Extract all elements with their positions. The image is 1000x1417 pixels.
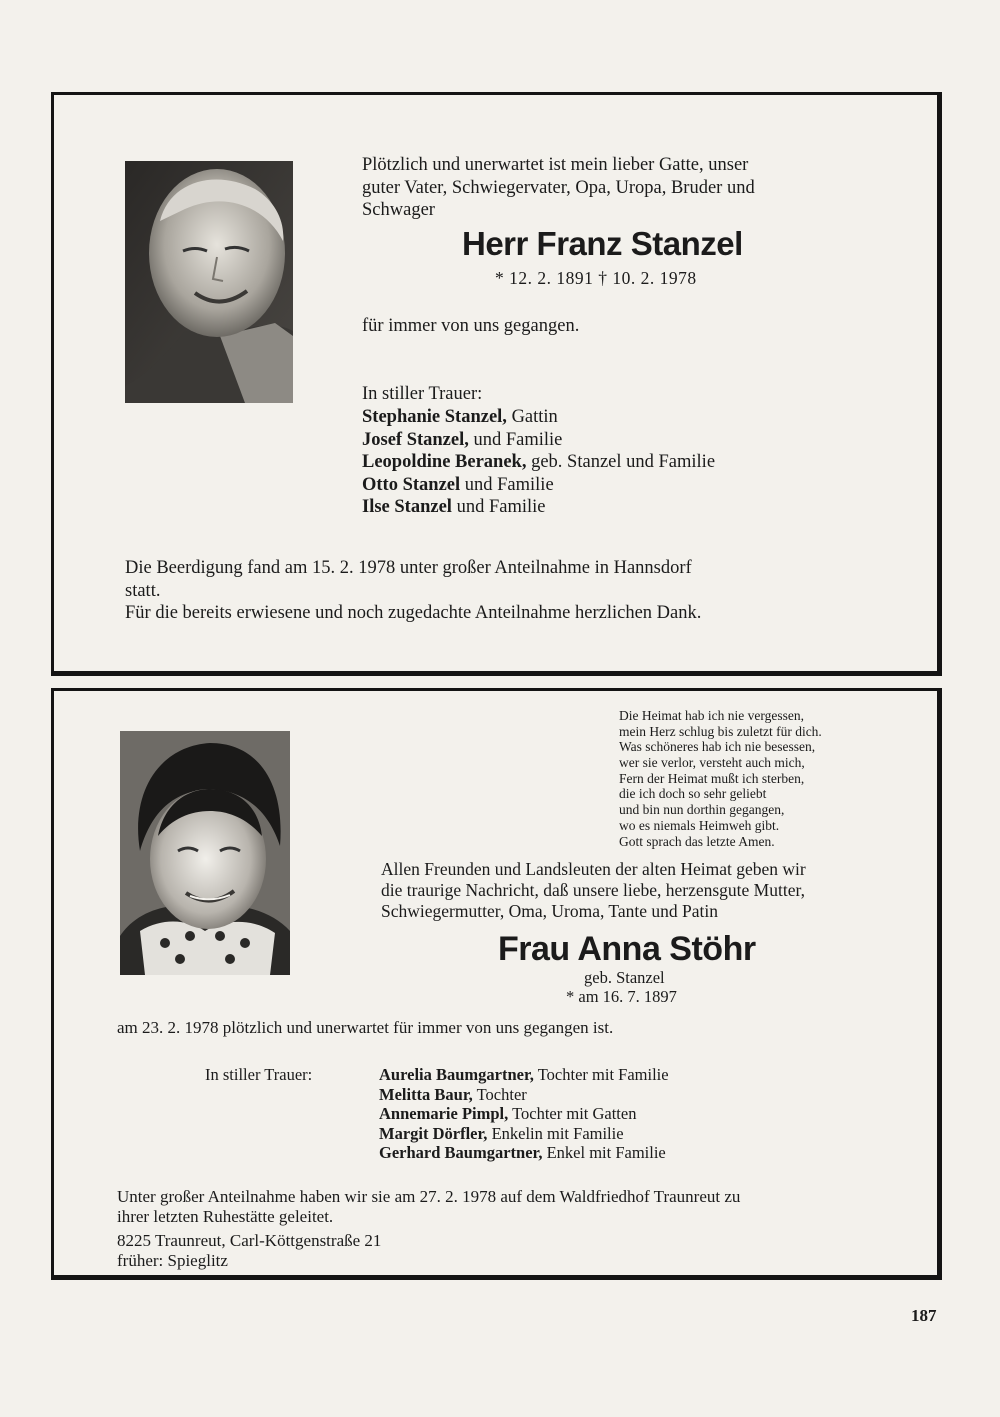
notice-1-passing-text: für immer von uns gegangen. bbox=[362, 316, 580, 336]
poem-line: und bin nun dorthin gegangen, bbox=[619, 802, 785, 818]
mourner-name: Gerhard Baumgartner, bbox=[379, 1143, 543, 1162]
mourner-name: Melitta Baur, bbox=[379, 1084, 473, 1104]
mourner-relation: Tochter bbox=[472, 1084, 527, 1104]
notice-1-intro-line: guter Vater, Schwiegervater, Opa, Uropa, Bruder und bbox=[362, 177, 755, 198]
mourner-relation: Tochter mit Familie bbox=[533, 1065, 669, 1084]
memorial-poem bbox=[619, 708, 822, 849]
notice-2-intro-line: Schwiegermutter, Oma, Uroma, Tante und Patin bbox=[381, 901, 718, 921]
poem-line: Was schöneres hab ich nie besessen, bbox=[619, 739, 816, 755]
notice-2-mourners-list bbox=[379, 1065, 669, 1163]
mourner-name: Annemarie Pimpl, bbox=[379, 1104, 509, 1123]
birth-date-anna-stoehr: * am 16. 7. 1897 bbox=[566, 987, 677, 1006]
mourner-entry bbox=[362, 406, 715, 429]
notice-1-funeral-line: Für die bereits erwiesene und noch zugedachte Anteilnahme herzlichen Dank. bbox=[125, 603, 702, 623]
notice-2-passing-text: am 23. 2. 1978 plötzlich und unerwartet für immer von uns gegangen ist. bbox=[117, 1018, 614, 1037]
mourner-relation: und Familie bbox=[460, 474, 554, 495]
portrait-photo-anna-stoehr bbox=[120, 731, 290, 975]
poem-line: wo es niemals Heimweh gibt. bbox=[619, 817, 780, 833]
poem-line: Die Heimat hab ich nie vergessen, bbox=[619, 708, 804, 723]
poem-line: wer sie verlor, versteht auch mich, bbox=[619, 755, 805, 771]
poem-line: die ich doch so sehr geliebt bbox=[619, 786, 767, 802]
mourner-relation: geb. Stanzel und Familie bbox=[526, 452, 716, 472]
mourner-name: Stephanie Stanzel, bbox=[362, 407, 507, 427]
page-number: 187 bbox=[911, 1306, 937, 1325]
address-line: 8225 Traunreut, Carl-Köttgenstraße 21 bbox=[117, 1231, 382, 1250]
mourner-relation: Enkel mit Familie bbox=[542, 1143, 666, 1162]
notice-1-mourning-label: In stiller Trauer: bbox=[362, 384, 483, 404]
mourner-entry bbox=[362, 451, 715, 474]
mourner-name: Ilse Stanzel bbox=[362, 497, 452, 517]
notice-1-funeral-text bbox=[125, 557, 701, 625]
poem-line: mein Herz schlug bis zuletzt für dich. bbox=[619, 723, 822, 739]
notice-2-address bbox=[117, 1231, 381, 1271]
mourner-entry bbox=[362, 474, 715, 497]
obituary-notice-anna-stoehr bbox=[51, 688, 942, 1280]
notice-2-intro-line: Allen Freunden und Landsleuten der alten Heimat geben wir bbox=[381, 859, 806, 879]
notice-1-mourners-list bbox=[362, 406, 715, 519]
notice-2-intro-line: die traurige Nachricht, daß unsere liebe, herzensgute Mutter, bbox=[381, 880, 805, 900]
notice-1-intro-line: Schwager bbox=[362, 200, 435, 220]
obituary-notice-franz-stanzel bbox=[51, 92, 942, 676]
notice-1-intro-line: Plötzlich und unerwartet ist mein lieber Gatte, unser bbox=[362, 155, 749, 175]
notice-2-intro bbox=[381, 859, 806, 922]
notice-1-intro bbox=[362, 154, 755, 222]
maiden-name: geb. Stanzel bbox=[584, 968, 665, 987]
notice-1-funeral-line: Die Beerdigung fand am 15. 2. 1978 unter großer Anteilnahme in Hannsdorf bbox=[125, 558, 692, 578]
mourner-relation: Enkelin mit Familie bbox=[487, 1123, 624, 1143]
mourner-relation: Tochter mit Gatten bbox=[508, 1104, 637, 1123]
mourner-entry bbox=[379, 1065, 669, 1085]
deceased-name-anna-stoehr: Frau Anna Stöhr bbox=[498, 930, 756, 968]
notice-1-funeral-line: statt. bbox=[125, 580, 161, 601]
mourner-relation: Gattin bbox=[506, 407, 558, 427]
notice-2-funeral-text bbox=[117, 1187, 740, 1227]
mourner-relation: und Familie bbox=[451, 497, 546, 517]
mourner-name: Margit Dörfler, bbox=[379, 1123, 488, 1143]
mourner-name: Aurelia Baumgartner, bbox=[379, 1065, 534, 1084]
notice-2-funeral-line: Unter großer Anteilnahme haben wir sie am 27. 2. 1978 auf dem Waldfriedhof Traunreut zu bbox=[117, 1187, 741, 1206]
mourner-entry bbox=[379, 1124, 669, 1144]
mourner-entry bbox=[379, 1085, 669, 1105]
mourner-name: Josef Stanzel, bbox=[362, 429, 469, 450]
mourner-relation: und Familie bbox=[468, 429, 563, 450]
deceased-name-franz-stanzel: Herr Franz Stanzel bbox=[462, 225, 743, 262]
mourner-entry bbox=[362, 429, 715, 452]
notice-2-mourning-label: In stiller Trauer: bbox=[205, 1065, 313, 1084]
address-line: früher: Spieglitz bbox=[117, 1251, 228, 1270]
mourner-entry bbox=[379, 1143, 669, 1163]
mourner-entry bbox=[379, 1104, 669, 1124]
life-dates-franz-stanzel: * 12. 2. 1891 † 10. 2. 1978 bbox=[495, 268, 697, 288]
notice-2-funeral-line: ihrer letzten Ruhestätte geleitet. bbox=[117, 1207, 334, 1226]
mourner-entry bbox=[362, 496, 715, 519]
poem-line: Gott sprach das letzte Amen. bbox=[619, 833, 775, 849]
poem-line: Fern der Heimat mußt ich sterben, bbox=[619, 770, 805, 786]
mourner-name: Leopoldine Beranek, bbox=[362, 452, 527, 472]
portrait-photo-franz-stanzel bbox=[125, 161, 293, 403]
mourner-name: Otto Stanzel bbox=[362, 474, 461, 495]
